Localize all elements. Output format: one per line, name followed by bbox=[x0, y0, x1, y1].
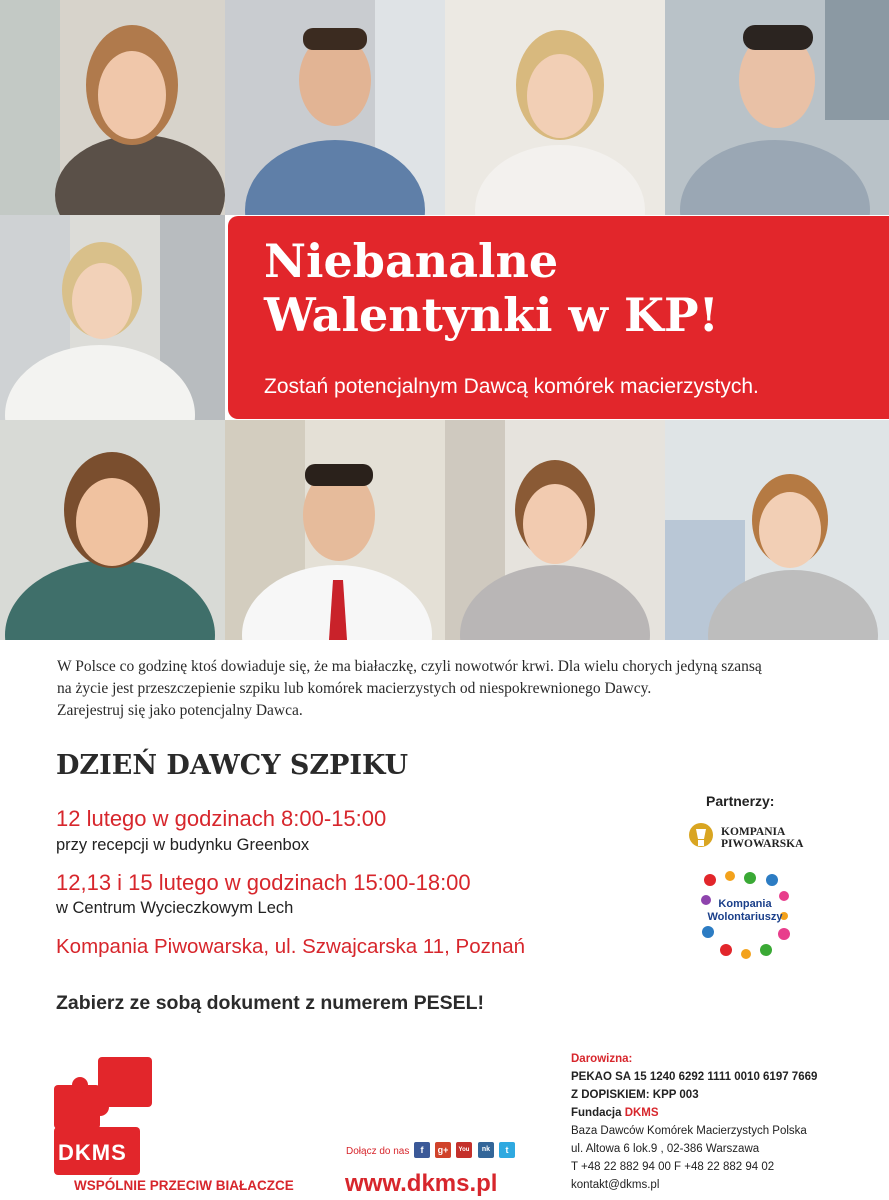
portrait-photo-7 bbox=[225, 420, 445, 640]
event-location-2: w Centrum Wycieczkowym Lech bbox=[56, 899, 294, 917]
kp-crest-icon bbox=[688, 822, 714, 852]
kp-line-1: KOMPANIA bbox=[721, 826, 786, 838]
portrait-photo-3 bbox=[445, 0, 665, 215]
event-date-2: 12,13 i 15 lutego w godzinach 15:00-18:00 bbox=[56, 870, 471, 895]
kw-wordmark bbox=[700, 898, 790, 924]
kp-wordmark bbox=[721, 826, 803, 850]
donation-info bbox=[571, 1050, 817, 1194]
event-date-1: 12 lutego w godzinach 8:00-15:00 bbox=[56, 806, 387, 831]
org-name: Baza Dawców Komórek Macierzystych Polska bbox=[571, 1125, 807, 1137]
join-us-label: Dołącz do nas bbox=[346, 1146, 410, 1157]
google-plus-icon[interactable]: g+ bbox=[435, 1142, 451, 1158]
intro-paragraph bbox=[57, 656, 847, 722]
bank-account: PEKAO SA 15 1240 6292 1111 0010 6197 7669 bbox=[571, 1071, 818, 1083]
partners-label: Partnerzy: bbox=[706, 793, 775, 809]
org-email: kontakt@dkms.pl bbox=[571, 1179, 660, 1191]
twitter-icon[interactable]: t bbox=[499, 1142, 515, 1158]
facebook-icon[interactable]: f bbox=[414, 1142, 430, 1158]
kw-line-2: Wolontariuszy bbox=[707, 911, 783, 923]
slogan: WSPÓLNIE PRZECIW BIAŁACZCE bbox=[74, 1178, 294, 1193]
foundation-prefix: Fundacja bbox=[571, 1107, 622, 1119]
kp-line-2: PIWOWARSKA bbox=[721, 838, 804, 850]
portrait-photo-5 bbox=[0, 215, 225, 420]
headline-line-2: Walentynki w KP! bbox=[264, 288, 719, 342]
portrait-photo-8 bbox=[445, 420, 665, 640]
portrait-photo-9 bbox=[665, 420, 889, 640]
event-title: DZIEŃ DAWCY SZPIKU bbox=[56, 750, 409, 781]
foundation-line bbox=[571, 1104, 817, 1122]
website-link[interactable]: www.dkms.pl bbox=[345, 1170, 498, 1197]
headline-line-1: Niebanalne bbox=[264, 234, 559, 288]
portrait-photo-4 bbox=[665, 0, 889, 215]
headline bbox=[264, 234, 874, 342]
intro-line-1: W Polsce co godzinę ktoś dowiaduje się, że ma białaczkę, czyli nowotwór krwi. Dla wielu chorych jedyną szansą bbox=[57, 658, 762, 675]
transfer-note: Z DOPISKIEM: KPP 003 bbox=[571, 1089, 699, 1101]
nk-icon[interactable]: nk bbox=[478, 1142, 494, 1158]
portrait-photo-1 bbox=[0, 0, 225, 215]
bring-document-note: Zabierz ze sobą dokument z numerem PESEL! bbox=[56, 992, 485, 1014]
kompania-piwowarska-logo bbox=[688, 822, 808, 854]
org-phone: T +48 22 882 94 00 F +48 22 882 94 02 bbox=[571, 1161, 775, 1173]
event-address: Kompania Piwowarska, ul. Szwajcarska 11, Poznań bbox=[56, 935, 526, 958]
portrait-photo-2 bbox=[225, 0, 445, 215]
donation-label: Darowizna: bbox=[571, 1053, 633, 1065]
intro-line-2: na życie jest przeszczepienie szpiku lub komórek macierzystych od niespokrewnionego Dawcy. bbox=[57, 680, 652, 697]
portrait-photo-6 bbox=[0, 420, 225, 640]
headline-banner bbox=[228, 216, 889, 419]
kw-line-1: Kompania bbox=[718, 898, 772, 910]
intro-line-3: Zarejestruj się jako potencjalny Dawca. bbox=[57, 702, 303, 719]
kompania-wolontariuszy-logo bbox=[700, 870, 790, 960]
foundation-name: DKMS bbox=[624, 1107, 659, 1119]
event-location-1: przy recepcji w budynku Greenbox bbox=[56, 836, 310, 854]
org-street: ul. Altowa 6 lok.9 , 02-386 Warszawa bbox=[571, 1143, 760, 1155]
dkms-logo-text: DKMS bbox=[58, 1140, 127, 1165]
headline-subtitle: Zostań potencjalnym Dawcą komórek macierzystych. bbox=[264, 375, 759, 398]
youtube-icon[interactable]: You Tube bbox=[456, 1142, 472, 1158]
